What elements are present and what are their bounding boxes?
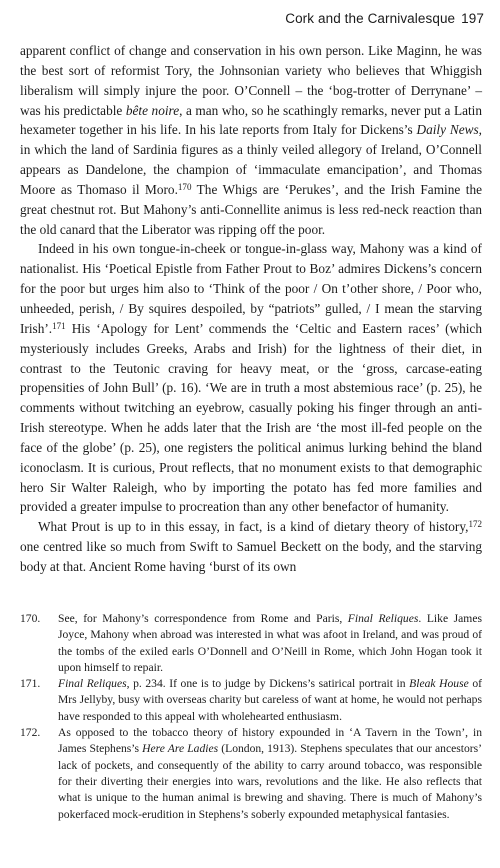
footnote-text-b: (London, 1913). Stephens speculates that our ancestors’ lack of pockets, and consequently of the ability to carry around tobacco, was responsible for their diverting their energies into wars, revolutions and the like. He also reflects that what is unique to the human animal is brewing and shaving. There is much of Mahony’s pokerfaced mock-erudition in Stephens’s soberly expounded metaphysical fantasies. bbox=[58, 742, 482, 821]
footnote-number: 170. bbox=[20, 612, 41, 625]
footnote-text-a: As opposed to the tobacco theory of history expounded in ‘A Tavern in the Town’, in James Stephens’s bbox=[58, 726, 482, 756]
main-text bbox=[20, 41, 482, 577]
paragraph-2 bbox=[20, 239, 482, 517]
footnote-number: 171. bbox=[20, 677, 41, 691]
paragraph-1 bbox=[20, 41, 482, 239]
paragraph-1-text-b: , a man who, so he scathingly remarks, never put a Latin hexameter together in his life. In his late reports from Italy for Dickens’s bbox=[20, 102, 483, 138]
footnote-italic-a: Final Reliques bbox=[58, 677, 127, 691]
footnote-170 bbox=[20, 611, 482, 676]
running-header bbox=[285, 11, 484, 26]
footnotes bbox=[20, 611, 482, 823]
page-number: 197 bbox=[461, 11, 484, 26]
paragraph-2-text-b: His ‘Apology for Lent’ commends the ‘Celtic and Eastern races’ (which mysteriously includes Greeks, Arabs and Irish) for the lightness of their diet, in contrast to the Teutonic craving for heavy meat, or the ‘gross, carcase-eating propensities of John Bull’ (p. 16). ‘We are in truth a most abstemious race’ (p. 25), he comments without twitching an eyebrow, casually poking his finger through an anti-Irish stereotype. When he adds later that the Irish are ‘the most ill-fed people on the face of the globe’ (p. 25), one registers the political animus lurking behind the bland iconoclasm. It is curious, Prout reflects, that no monument exists to that demographic hero Sir Walter Raleigh, who by importing the potato has fed more families and provided a greater impulse to procreation than any other benefactor of humanity. bbox=[20, 320, 482, 515]
footnote-text-a: , p. 234. If one is to judge by Dickens’s satirical portrait in bbox=[126, 677, 410, 691]
footnote-171 bbox=[20, 676, 482, 725]
footnote-italic-b: Bleak House bbox=[409, 677, 469, 691]
running-title: Cork and the Carnivalesque bbox=[285, 11, 456, 26]
footnote-text bbox=[58, 676, 482, 725]
footnote-ref-172[interactable]: 172 bbox=[468, 519, 482, 530]
footnote-172 bbox=[20, 725, 482, 823]
footnote-text-b: of Mrs Jellyby, busy with overseas charity but careless of want at home, he would not perhaps have responded to this appeal with wholehearted enthusiasm. bbox=[58, 677, 483, 723]
paragraph-1-text-d: The Whigs are ‘Perukes’, and the Irish Famine the great chestnut rot. But Mahony’s anti-Connellite animus is less red-neck reaction than the old canard that the Liberator was ripping off the poor. bbox=[20, 181, 482, 237]
footnote-text-b: . Like James Joyce, Mahony when abroad was interested in what was afoot in Ireland, and was proud of the tombs of the exiled earls O’Donnell and O’Neill in Rome, which John Hogan took it upon himself to repair. bbox=[58, 612, 482, 674]
paragraph-3-text-b: one centred like so much from Swift to Samuel Beckett on the body, and the starving body at that. Ancient Rome having ‘burst of its own bbox=[20, 539, 482, 574]
paragraph-1-italic-a: bête noire bbox=[125, 102, 180, 118]
paragraph-3 bbox=[20, 517, 482, 577]
footnote-italic-a: Here Are Ladies bbox=[142, 742, 219, 756]
footnote-number: 172. bbox=[20, 726, 41, 740]
footnote-ref-170[interactable]: 170 bbox=[177, 181, 192, 192]
footnote-italic-a: Final Reliques bbox=[347, 612, 419, 625]
paragraph-1-text-c: , in which the land of Sardinia figures as a thinly veiled allegory of Ireland, O’Connell appears as Dandelone, the champion of ‘immaculate emancipation’, and Thomas Moore as Thomaso il Moro. bbox=[20, 122, 482, 197]
footnote-text bbox=[58, 611, 482, 676]
footnote-text-a: See, for Mahony’s correspondence from Rome and Paris, bbox=[58, 612, 348, 625]
footnote-text bbox=[58, 725, 482, 823]
paragraph-1-text-a: apparent conflict of change and conservation in his own person. Like Maginn, he was the best sort of reformist Tory, the Johnsonian variety who believes that Whiggish liberalism will simply injure the poor. O’Connell – the ‘bog-trotter of Derrynane’ – was his predictable bbox=[20, 43, 482, 118]
paragraph-1-italic-b: Daily News bbox=[416, 122, 479, 138]
paragraph-3-text-a: What Prout is up to in this essay, in fact, is a kind of dietary theory of history, bbox=[38, 519, 469, 535]
footnote-ref-171[interactable]: 171 bbox=[52, 320, 66, 331]
paragraph-2-text-a: Indeed in his own tongue-in-cheek or tongue-in-glass way, Mahony was a kind of nationalist. His ‘Poetical Epistle from Father Prout to Boz’ admires Dickens’s concern for the poor but urges him also to ‘Think of the poor / On t’other shore, / Poor who, unheeded, perish, / By squires despoiled, by “patriots” gulled, / I mean the starving Irish’. bbox=[20, 241, 482, 336]
